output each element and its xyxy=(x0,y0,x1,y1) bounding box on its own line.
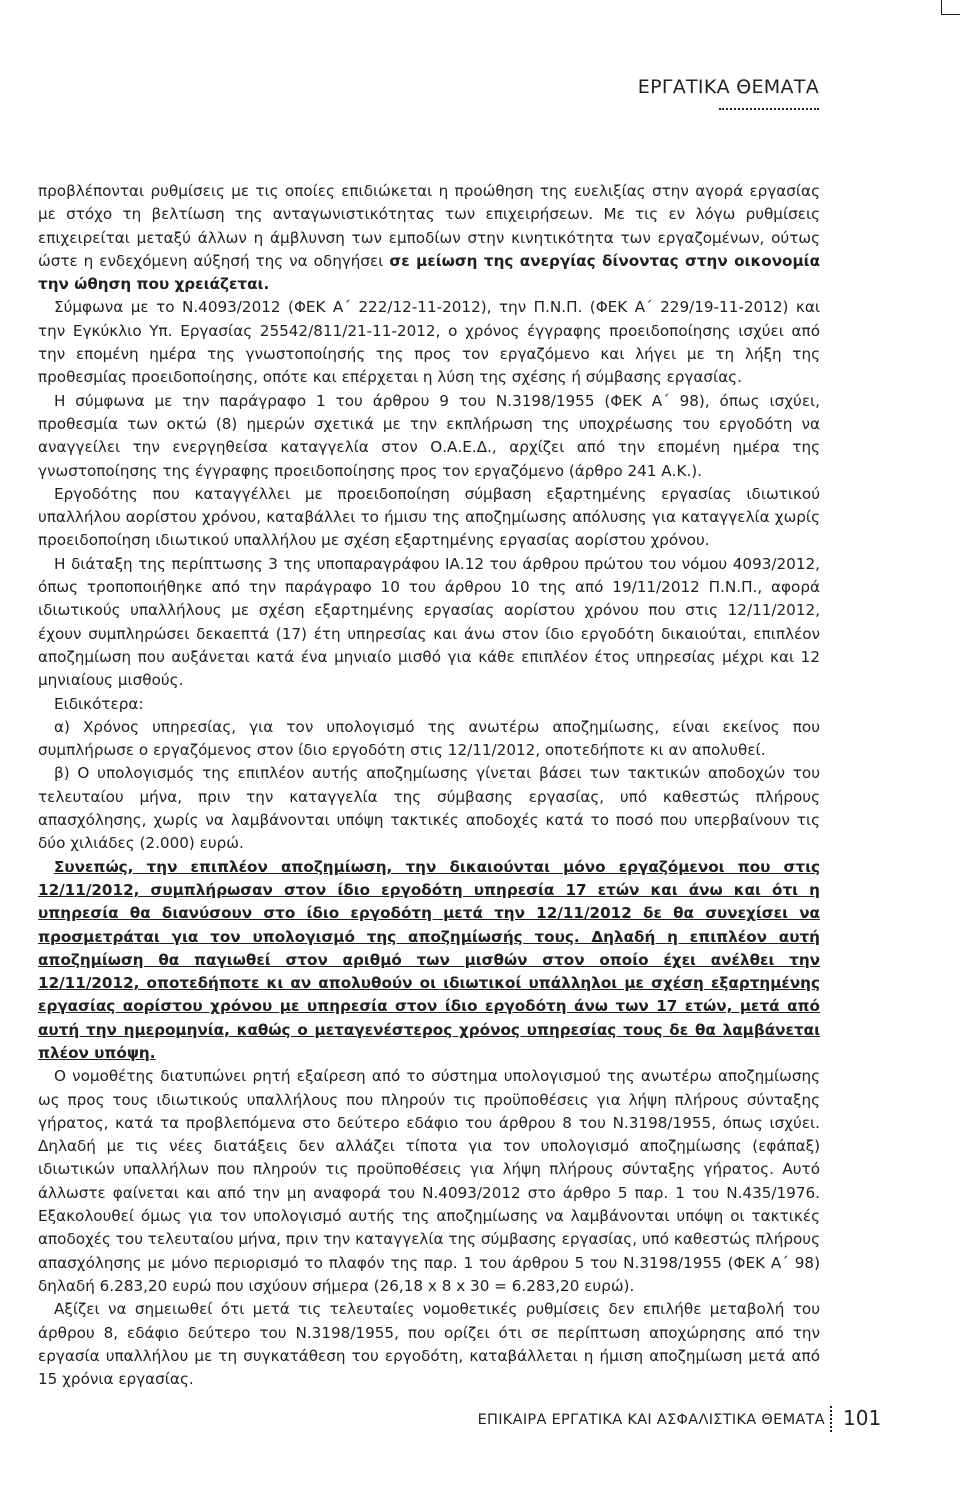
footer-publication-title: ΕΠΙΚΑΙΡΑ ΕΡΓΑΤΙΚΑ ΚΑΙ ΑΣΦΑΛΙΣΤΙΚΑ ΘΕΜΑΤΑ xyxy=(477,1412,825,1428)
paragraph xyxy=(38,553,820,693)
text-run: Η σύμφωνα με την παράγραφο 1 του άρθρου 9 του Ν.3198/1955 (ΦΕΚ Α΄ 98), όπως ισχύει, προθεσμία των οκτώ (8) ημερών σχετικά με την εκπλήρωση της υποχρέωσης του εργοδότη να αναγγείλει την ενεργηθείσα καταγγελία στον Ο.Α.Ε.Δ., αρχίζει από την επομένη ημέρα της γνωστοποίησης της έγγραφης προειδοποίησης προς τον εργαζόμενο (άρθρο 241 Α.Κ.). xyxy=(38,391,820,480)
page-footer xyxy=(0,1406,960,1436)
text-run: Ο νομοθέτης διατυπώνει ρητή εξαίρεση από το σύστημα υπολογισμού της ανωτέρω αποζημίωσης ως προς τους ιδιωτικούς υπαλλήλους που πληρούν τις προϋποθέσεις για λήψη πλήρους σύνταξης γήρατος, κατά τα προβλεπόμενα στο δεύτερο εδάφιο του άρθρου 8 του Ν.3198/1955, όπως ισχύει. Δηλαδή με τις νέες διατάξεις δεν αλλάζει τίποτα για τον υπολογισμό αποζημίωσης (εφάπαξ) ιδιωτικών υπαλλήλων που πληρούν τις προϋποθέσεις για λήψη πλήρους σύνταξης γήρατος. Αυτό άλλωστε φαίνεται και από την μη αναφορά του Ν.4093/2012 στο άρθρο 5 παρ. 1 του Ν.435/1976. Εξακολουθεί όμως για τον υπολογισμό αυτής της αποζημίωσης να λαμβάνονται υπόψη οι τακτικές αποδοχές του τελευταίου μήνα, πριν την καταγγελία της σύμβασης εργασίας, υπό καθεστώς πλήρους απασχόλησης με μόνο περιορισμό το πλαφόν της παρ. 1 του άρθρου 5 του Ν.3198/1955 (ΦΕΚ Α΄ 98) δηλαδή 6.283,20 ευρώ που ισχύουν σήμερα (26,18 x 8 x 30 = 6.283,20 ευρώ). xyxy=(38,1067,820,1295)
text-run: Ειδικότερα: xyxy=(54,694,144,713)
text-run: Η διάταξη της περίπτωσης 3 της υποπαραγράφου ΙΑ.12 του άρθρου πρώτου του νόμου 4093/2012, όπως τροποποιήθηκε από την παράγραφο 10 του άρθρου 10 της από 19/11/2012 Π.Ν.Π., αφορά ιδιωτικούς υπαλλήλους με σχέση εξαρτημένης εργασίας αορίστου χρόνου που στις 12/11/2012, έχουν συμπληρώσει δεκαεπτά (17) έτη υπηρεσίας και άνω στον ίδιο εργοδότη δικαιούται, επιπλέον αποζημίωση που αυξάνεται κατά ένα μηνιαίο μισθό για κάθε επιπλέον έτος υπηρεσίας μέχρι και 12 μηνιαίους μισθούς. xyxy=(38,554,820,690)
crop-mark xyxy=(941,14,960,15)
paragraph xyxy=(38,390,820,483)
header-title: ΕΡΓΑΤΙΚΑ ΘΕΜΑΤΑ xyxy=(637,76,819,98)
paragraph xyxy=(38,180,820,296)
header-dotted-rule xyxy=(719,108,819,110)
text-run: Αξίζει να σημειωθεί ότι μετά τις τελευταίες νομοθετικές ρυθμίσεις δεν επιλήθε μεταβολή του άρθρου 8, εδάφιο δεύτερο του Ν.3198/1955, που ορίζει ότι σε περίπτωση αποχώρησης από την εργασία υπαλλήλου με τη συγκατάθεση του εργοδότη, καταβάλλεται η ήμιση αποζημίωση μετά από 15 χρόνια εργασίας. xyxy=(38,1300,820,1389)
paragraph xyxy=(38,762,820,855)
text-run: Εργοδότης που καταγγέλλει με προειδοποίηση σύμβαση εξαρτημένης εργασίας ιδιωτικού υπαλλήλου αορίστου χρόνου, καταβάλλει το ήμισυ της αποζημίωσης απόλυσης για καταγγελία χωρίς προειδοποίηση ιδιωτικού υπαλλήλου με σχέση εξαρτημένης εργασίας αορίστου χρόνου. xyxy=(38,484,820,550)
paragraph xyxy=(38,1065,820,1298)
text-run: προβλέπονται ρυθμίσεις με τις οποίες επιδιώκεται η προώθηση της ευελιξίας στην αγορά εργασίας με στόχο τη βελτίωση της ανταγωνιστικότητας των επιχειρήσεων. Με τις εν λόγω ρυθμίσεις επιχειρείται μεταξύ άλλων η άμβλυνση των εμποδίων στην κινητικότητα των εργαζομένων, ούτως ώστε η ενδεχόμενη αύξησή της να οδηγήσει xyxy=(38,182,820,270)
article-body xyxy=(38,180,820,1391)
paragraph xyxy=(38,716,820,763)
paragraph xyxy=(38,483,820,553)
paragraph xyxy=(38,1298,820,1391)
text-run: Σύμφωνα με το Ν.4093/2012 (ΦΕΚ Α΄ 222/12-11-2012), την Π.Ν.Π. (ΦΕΚ Α΄ 229/19-11-2012) και την Εγκύκλιο Υπ. Εργασίας 25542/811/21-11-2012, ο χρόνος έγγραφης προειδοποίησης ισχύει από την επομένη ημέρα της γνωστοποίησής της προς τον εργαζόμενο και λήγει με τη λήξη της προθεσμίας προειδοποίησης, οπότε και επέρχεται η λύση της σχέσης ή σύμβασης εργασίας. xyxy=(38,298,820,387)
page-header xyxy=(638,76,819,98)
emphasis-text: σε μείωση της ανεργίας δίνοντας στην οικονομία την ώθηση που χρειάζεται. xyxy=(38,251,821,294)
paragraph xyxy=(38,296,820,389)
text-run: β) Ο υπολογισμός της επιπλέον αυτής αποζημίωσης γίνεται βάσει των τακτικών αποδοχών του τελευταίου μήνα, πριν την καταγγελία της σύμβασης εργασίας, υπό καθεστώς πλήρους απασχόλησης, χωρίς να λαμβάνονται υπόψη τακτικές αποδοχές κατά το ποσό που υπερβαίνουν τις δύο χιλιάδες (2.000) ευρώ. xyxy=(38,764,820,853)
crop-mark xyxy=(941,0,942,14)
page-number: 101 xyxy=(843,1406,882,1430)
paragraph xyxy=(38,856,820,1066)
text-run: α) Χρόνος υπηρεσίας, για τον υπολογισμό της ανωτέρω αποζημίωσης, είναι εκείνος που συμπλήρωσε ο εργαζόμενος στον ίδιο εργοδότη στις 12/11/2012, οποτεδήποτε κι αν απολυθεί. xyxy=(38,717,820,760)
footer-dotted-separator xyxy=(830,1406,832,1432)
paragraph xyxy=(38,693,820,716)
emphasis-text: Συνεπώς, την επιπλέον αποζημίωση, την δικαιούνται μόνο εργαζόμενοι που στις 12/11/2012, συμπλήρωσαν στον ίδιο εργοδότη υπηρεσία 17 ετών και άνω και ότι η υπηρεσία θα διανύσουν στο ίδιο εργοδότη μετά την 12/11/2012 δε θα συνεχίσει να προσμετράται για τον υπολογισμό της αποζημίωσής τους. Δηλαδή η επιπλέον αυτή αποζημίωση θα παγιωθεί στον αριθμό των μισθών στον οποίο έχει ανέλθει την 12/11/2012, οποτεδήποτε κι αν απολυθούν οι ιδιωτικοί υπάλληλοι με σχέση εξαρτημένης εργασίας αορίστου χρόνου με υπηρεσία στον ίδιο εργοδότη άνω των 17 ετών, μετά από αυτή την ημερομηνία, καθώς ο μεταγενέστερος χρόνος υπηρεσίας τους δε θα λαμβάνεται πλέον υπόψη. xyxy=(38,857,820,1062)
